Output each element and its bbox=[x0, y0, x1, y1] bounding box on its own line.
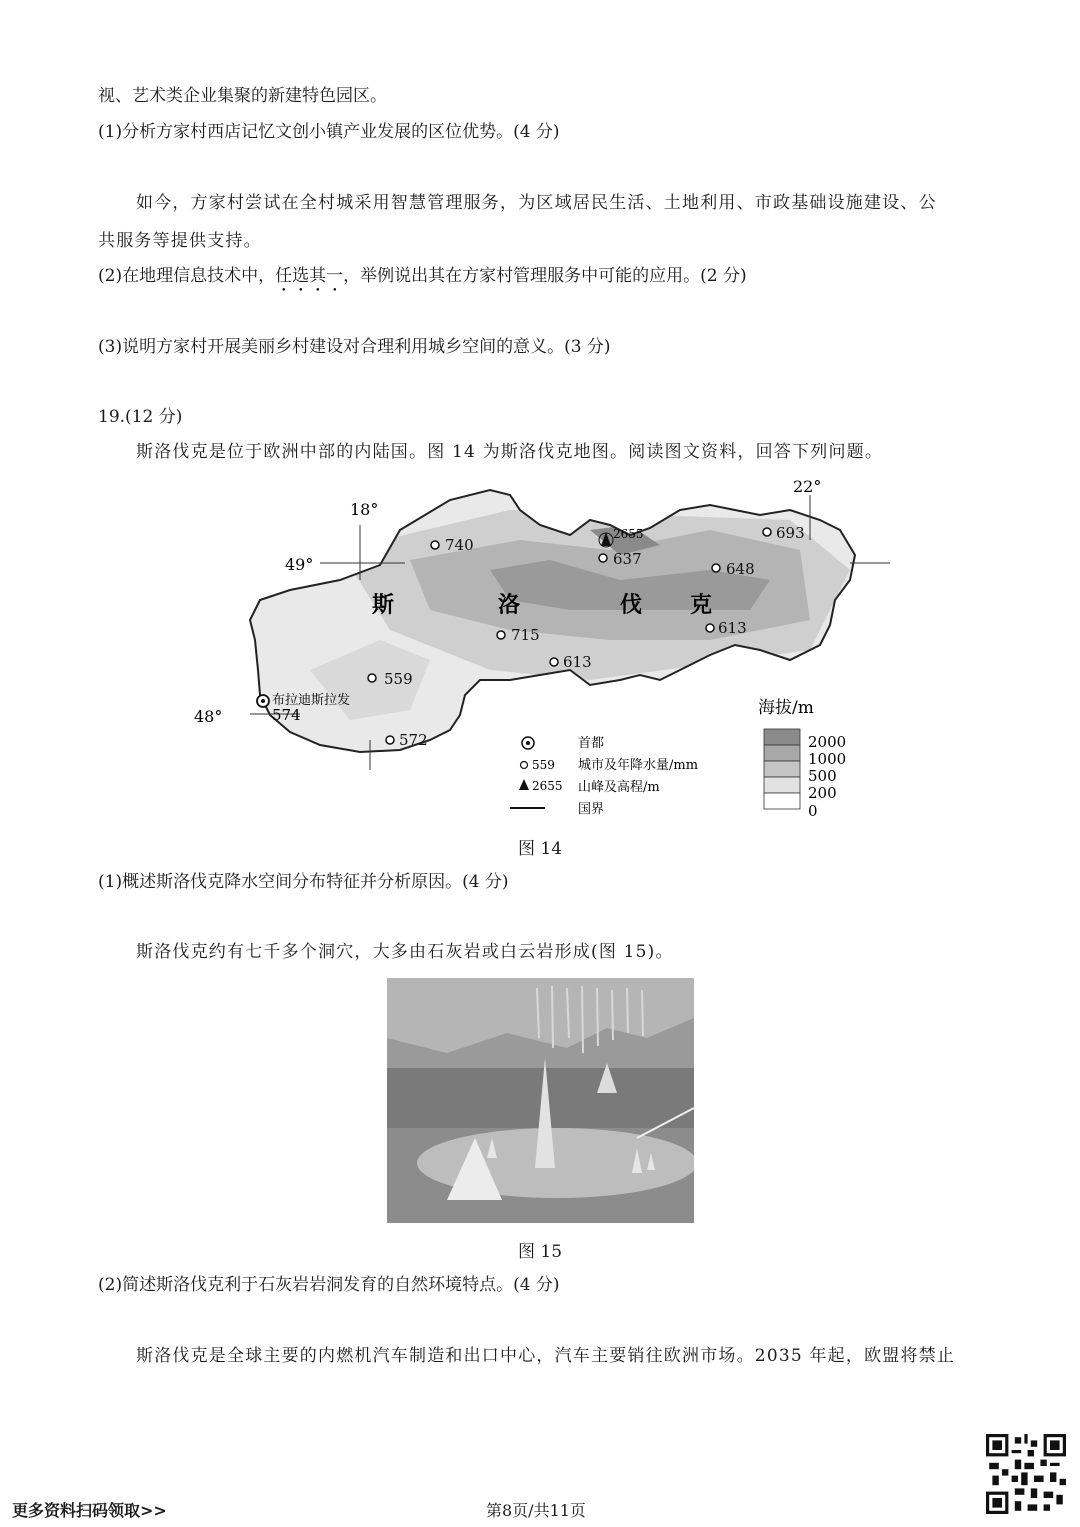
city-715: 715 bbox=[511, 626, 540, 644]
legend-peak-icon bbox=[519, 779, 529, 790]
legend-peak-sample: 2655 bbox=[532, 779, 563, 793]
city-marker bbox=[712, 564, 720, 572]
paragraph-slovakia-intro: 斯洛伐克是位于欧洲中部的内陆国。图 14 为斯洛伐克地图。阅读图文资料，回答下列问题。 bbox=[136, 442, 884, 462]
legend-city-icon bbox=[521, 762, 528, 769]
legend-city-sample: 559 bbox=[532, 758, 555, 772]
city-marker bbox=[706, 624, 714, 632]
question-18-2-suffix: ，举例说出其在方家村管理服务中可能的应用。(2 分) bbox=[343, 266, 747, 286]
question-18-2-prefix: (2)在地理信息技术中， bbox=[98, 266, 276, 286]
city-613-east: 613 bbox=[718, 619, 747, 637]
elevation-swatch-200 bbox=[764, 777, 800, 793]
city-marker bbox=[386, 736, 394, 744]
figure-15-caption: 图 15 bbox=[518, 1242, 563, 1262]
city-648: 648 bbox=[726, 560, 755, 578]
capital-name: 布拉迪斯拉发 bbox=[272, 693, 351, 708]
legend-city: 城市及年降水量/mm bbox=[578, 758, 699, 773]
slovakia-map bbox=[190, 470, 890, 830]
city-637: 637 bbox=[613, 550, 642, 568]
emphasis-choose-one: 任选其一 bbox=[275, 266, 344, 286]
elevation-swatch-1000 bbox=[764, 745, 800, 761]
elevation-1000: 1000 bbox=[808, 750, 847, 768]
footer-promo-link[interactable]: 更多资料扫码领取>> bbox=[12, 1501, 167, 1520]
elevation-2000: 2000 bbox=[808, 733, 847, 751]
longitude-22: 22° bbox=[793, 477, 822, 496]
legend-capital: 首都 bbox=[578, 736, 605, 751]
paragraph-smart-management-1: 如今，方家村尝试在全村城采用智慧管理服务，为区域居民生活、土地利用、市政基础设施建设、公 bbox=[136, 193, 937, 213]
city-marker bbox=[599, 554, 607, 562]
city-marker bbox=[497, 631, 505, 639]
elevation-500: 500 bbox=[808, 767, 837, 785]
elevation-legend bbox=[758, 698, 846, 820]
elevation-swatch-0 bbox=[764, 793, 800, 809]
city-marker bbox=[431, 541, 439, 549]
country-label-char: 伐 bbox=[620, 592, 643, 618]
city-572: 572 bbox=[399, 731, 428, 749]
question-19-2: (2)简述斯洛伐克利于石灰岩岩洞发育的自然环境特点。(4 分) bbox=[98, 1275, 560, 1295]
city-marker bbox=[368, 674, 376, 682]
city-574: 574 bbox=[272, 706, 301, 724]
city-740: 740 bbox=[445, 536, 474, 554]
latitude-49: 49° bbox=[285, 555, 314, 574]
city-693: 693 bbox=[776, 524, 805, 542]
legend-peak: 山峰及高程/m bbox=[578, 780, 660, 795]
latitude-48: 48° bbox=[194, 707, 223, 726]
elevation-title: 海拔/m bbox=[758, 698, 814, 718]
question-19-1: (1)概述斯洛伐克降水空间分布特征并分析原因。(4 分) bbox=[98, 872, 509, 892]
map-legend bbox=[510, 735, 698, 817]
figure-14-caption: 图 14 bbox=[518, 839, 563, 859]
longitude-18: 18° bbox=[350, 500, 379, 519]
city-613-south: 613 bbox=[563, 653, 592, 671]
capital-marker-dot bbox=[261, 699, 265, 703]
elevation-0: 0 bbox=[808, 802, 818, 820]
cave-photo bbox=[387, 978, 694, 1223]
country-label-char: 克 bbox=[690, 592, 713, 618]
question-18-2 bbox=[98, 264, 747, 296]
legend-border: 国界 bbox=[578, 802, 605, 817]
page-number: 第8页/共11页 bbox=[486, 1501, 586, 1520]
question-18-3: (3)说明方家村开展美丽乡村建设对合理利用城乡空间的意义。(3 分) bbox=[98, 337, 611, 357]
city-marker bbox=[763, 528, 771, 536]
paragraph-automotive: 斯洛伐克是全球主要的内燃机汽车制造和出口中心，汽车主要销往欧洲市场。2035 年起，欧盟将禁止 bbox=[136, 1346, 956, 1366]
legend-capital-dot bbox=[526, 741, 530, 745]
paragraph-caves: 斯洛伐克约有七千多个洞穴，大多由石灰岩或白云岩形成(图 15)。 bbox=[136, 942, 674, 962]
text-line-intro-end: 视、艺术类企业集聚的新建特色园区。 bbox=[98, 86, 387, 106]
elevation-200: 200 bbox=[808, 784, 837, 802]
city-marker bbox=[550, 658, 558, 666]
question-19-header: 19.(12 分) bbox=[98, 407, 183, 427]
elevation-swatch-2000 bbox=[764, 729, 800, 745]
question-18-1: (1)分析方家村西店记忆文创小镇产业发展的区位优势。(4 分) bbox=[98, 122, 560, 142]
elevation-swatch-500 bbox=[764, 761, 800, 777]
country-label-char: 斯 bbox=[372, 592, 395, 618]
country-label-char: 洛 bbox=[498, 592, 521, 618]
qr-code[interactable] bbox=[986, 1434, 1066, 1514]
peak-elevation: 2655 bbox=[613, 527, 644, 541]
city-559: 559 bbox=[384, 670, 413, 688]
paragraph-smart-management-2: 共服务等提供支持。 bbox=[98, 231, 262, 251]
